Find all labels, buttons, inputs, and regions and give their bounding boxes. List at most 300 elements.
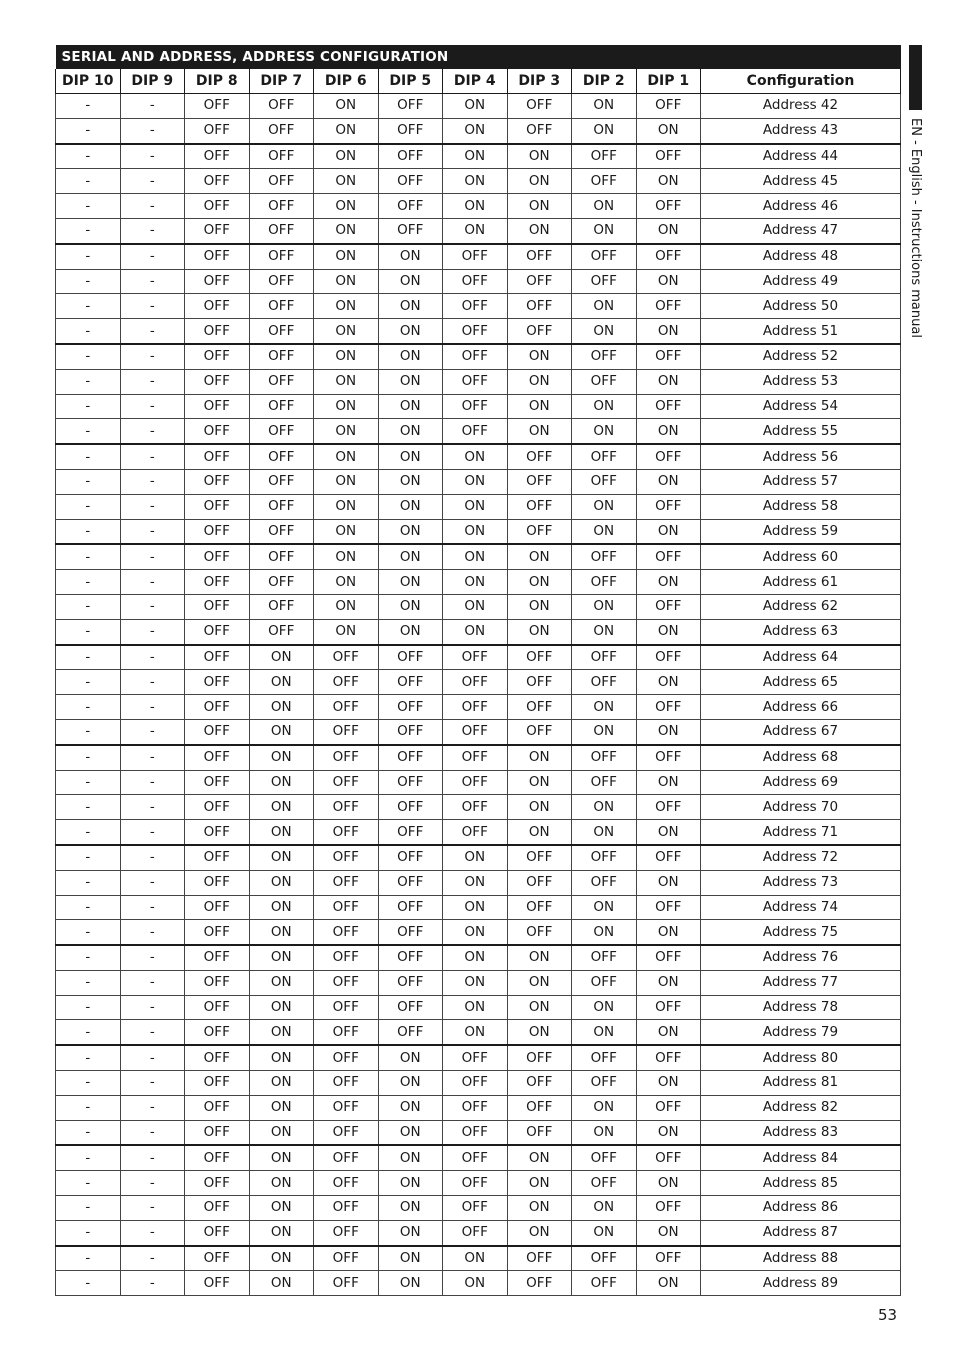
dip-cell: - [120, 745, 185, 770]
dip-cell: ON [249, 645, 314, 670]
config-cell: Address 57 [701, 469, 901, 494]
dip-cell: ON [507, 795, 572, 820]
table-row [56, 670, 901, 695]
dip-cell: OFF [314, 845, 379, 870]
dip-cell: - [56, 344, 121, 369]
dip-cell: OFF [378, 895, 443, 920]
dip-cell: ON [636, 218, 701, 243]
dip-cell: - [56, 1220, 121, 1245]
dip-cell: ON [507, 419, 572, 444]
dip-cell: ON [507, 594, 572, 619]
column-header: DIP 7 [249, 69, 314, 94]
dip-cell: ON [443, 970, 508, 995]
config-cell: Address 69 [701, 770, 901, 795]
dip-cell: ON [249, 845, 314, 870]
config-cell: Address 73 [701, 870, 901, 895]
dip-cell: OFF [378, 118, 443, 143]
dip-cell: OFF [507, 1071, 572, 1096]
dip-cell: ON [249, 1196, 314, 1221]
dip-cell: ON [636, 419, 701, 444]
dip-cell: OFF [443, 344, 508, 369]
dip-cell: OFF [185, 544, 250, 569]
dip-cell: ON [249, 795, 314, 820]
config-cell: Address 53 [701, 369, 901, 394]
config-cell: Address 44 [701, 144, 901, 169]
config-cell: Address 59 [701, 519, 901, 544]
config-cell: Address 61 [701, 570, 901, 595]
dip-cell: ON [378, 1271, 443, 1296]
dip-cell: OFF [249, 118, 314, 143]
dip-cell: ON [378, 519, 443, 544]
dip-cell: OFF [314, 1095, 379, 1120]
dip-cell: - [56, 1020, 121, 1045]
dip-cell: OFF [443, 369, 508, 394]
dip-cell: - [56, 194, 121, 219]
dip-cell: ON [314, 144, 379, 169]
dip-cell: ON [572, 795, 637, 820]
config-cell: Address 72 [701, 845, 901, 870]
config-cell: Address 77 [701, 970, 901, 995]
dip-cell: OFF [378, 845, 443, 870]
dip-cell: OFF [185, 369, 250, 394]
dip-cell: ON [507, 995, 572, 1020]
dip-cell: OFF [572, 344, 637, 369]
dip-cell: - [120, 369, 185, 394]
dip-cell: ON [572, 94, 637, 119]
dip-cell: - [120, 118, 185, 143]
dip-cell: - [120, 1196, 185, 1221]
dip-cell: OFF [378, 920, 443, 945]
dip-cell: ON [572, 1020, 637, 1045]
dip-cell: OFF [185, 645, 250, 670]
dip-cell: OFF [572, 970, 637, 995]
dip-cell: - [56, 845, 121, 870]
config-cell: Address 75 [701, 920, 901, 945]
dip-cell: ON [507, 344, 572, 369]
config-cell: Address 86 [701, 1196, 901, 1221]
dip-cell: ON [443, 1246, 508, 1271]
dip-cell: - [56, 269, 121, 294]
dip-cell: OFF [443, 419, 508, 444]
dip-cell: - [56, 920, 121, 945]
dip-cell: OFF [378, 719, 443, 744]
config-cell: Address 55 [701, 419, 901, 444]
dip-cell: - [56, 670, 121, 695]
dip-cell: OFF [443, 645, 508, 670]
dip-cell: OFF [185, 1145, 250, 1170]
dip-cell: OFF [249, 169, 314, 194]
dip-cell: ON [378, 319, 443, 344]
dip-cell: OFF [314, 945, 379, 970]
dip-cell: ON [378, 1120, 443, 1145]
dip-cell: OFF [443, 795, 508, 820]
dip-cell: ON [507, 745, 572, 770]
dip-cell: ON [443, 144, 508, 169]
dip-cell: OFF [378, 745, 443, 770]
dip-cell: ON [378, 1071, 443, 1096]
dip-cell: OFF [378, 670, 443, 695]
dip-cell: OFF [636, 745, 701, 770]
dip-cell: OFF [185, 870, 250, 895]
column-header: DIP 1 [636, 69, 701, 94]
dip-cell: - [120, 695, 185, 720]
dip-cell: OFF [185, 745, 250, 770]
dip-cell: OFF [314, 995, 379, 1020]
table-row [56, 169, 901, 194]
dip-cell: OFF [378, 194, 443, 219]
dip-cell: OFF [249, 94, 314, 119]
dip-cell: ON [378, 444, 443, 469]
dip-cell: - [120, 1246, 185, 1271]
dip-cell: ON [378, 570, 443, 595]
config-cell: Address 78 [701, 995, 901, 1020]
dip-cell: ON [249, 745, 314, 770]
dip-cell: OFF [185, 419, 250, 444]
dip-cell: OFF [185, 1220, 250, 1245]
dip-cell: OFF [185, 269, 250, 294]
dip-cell: OFF [185, 394, 250, 419]
dip-cell: - [120, 719, 185, 744]
dip-cell: OFF [572, 570, 637, 595]
dip-cell: OFF [185, 945, 250, 970]
dip-cell: ON [636, 970, 701, 995]
dip-cell: OFF [636, 1246, 701, 1271]
dip-cell: OFF [185, 519, 250, 544]
dip-cell: OFF [572, 670, 637, 695]
dip-cell: - [56, 419, 121, 444]
dip-cell: OFF [572, 469, 637, 494]
dip-cell: ON [378, 1171, 443, 1196]
dip-cell: ON [443, 845, 508, 870]
dip-cell: ON [314, 369, 379, 394]
dip-cell: ON [314, 419, 379, 444]
dip-cell: - [56, 218, 121, 243]
dip-cell: ON [636, 1071, 701, 1096]
dip-cell: OFF [314, 719, 379, 744]
dip-cell: OFF [378, 770, 443, 795]
dip-cell: - [56, 745, 121, 770]
dip-cell: ON [572, 218, 637, 243]
dip-cell: - [120, 945, 185, 970]
dip-cell: OFF [507, 294, 572, 319]
dip-cell: OFF [572, 870, 637, 895]
dip-cell: OFF [636, 945, 701, 970]
config-cell: Address 66 [701, 695, 901, 720]
dip-cell: ON [572, 1120, 637, 1145]
config-cell: Address 82 [701, 1095, 901, 1120]
dip-cell: OFF [314, 1120, 379, 1145]
dip-cell: OFF [507, 845, 572, 870]
dip-cell: ON [507, 394, 572, 419]
dip-cell: OFF [636, 444, 701, 469]
dip-cell: OFF [185, 1120, 250, 1145]
dip-cell: OFF [636, 94, 701, 119]
table-row [56, 1246, 901, 1271]
dip-cell: ON [572, 820, 637, 845]
dip-cell: OFF [185, 469, 250, 494]
dip-cell: OFF [185, 995, 250, 1020]
dip-cell: OFF [185, 594, 250, 619]
dip-cell: OFF [314, 820, 379, 845]
dip-cell: - [56, 469, 121, 494]
dip-cell: - [56, 1196, 121, 1221]
dip-cell: - [120, 519, 185, 544]
dip-cell: ON [378, 369, 443, 394]
dip-cell: - [120, 594, 185, 619]
table-row [56, 319, 901, 344]
dip-cell: ON [249, 719, 314, 744]
config-cell: Address 79 [701, 1020, 901, 1045]
dip-cell: ON [314, 594, 379, 619]
dip-cell: ON [249, 695, 314, 720]
dip-cell: OFF [249, 394, 314, 419]
dip-cell: - [56, 895, 121, 920]
dip-cell: - [56, 1120, 121, 1145]
dip-cell: OFF [636, 1196, 701, 1221]
dip-cell: OFF [572, 544, 637, 569]
config-cell: Address 70 [701, 795, 901, 820]
dip-cell: OFF [507, 920, 572, 945]
address-configuration-table-wrap [55, 45, 900, 1296]
dip-cell: ON [249, 1045, 314, 1070]
dip-cell: ON [314, 319, 379, 344]
dip-cell: ON [249, 1171, 314, 1196]
table-row [56, 870, 901, 895]
dip-cell: OFF [249, 419, 314, 444]
dip-cell: ON [507, 945, 572, 970]
dip-cell: OFF [636, 144, 701, 169]
dip-cell: - [56, 444, 121, 469]
dip-cell: ON [314, 294, 379, 319]
table-row [56, 194, 901, 219]
dip-cell: OFF [185, 570, 250, 595]
dip-cell: ON [378, 469, 443, 494]
table-row [56, 770, 901, 795]
config-cell: Address 88 [701, 1246, 901, 1271]
dip-cell: ON [378, 419, 443, 444]
dip-cell: - [120, 394, 185, 419]
dip-cell: OFF [572, 1246, 637, 1271]
dip-cell: OFF [314, 870, 379, 895]
dip-cell: OFF [636, 494, 701, 519]
dip-cell: ON [636, 719, 701, 744]
dip-cell: ON [314, 344, 379, 369]
dip-cell: ON [443, 1020, 508, 1045]
dip-cell: OFF [443, 394, 508, 419]
table-row [56, 444, 901, 469]
dip-cell: - [120, 1220, 185, 1245]
dip-cell: OFF [314, 970, 379, 995]
dip-cell: OFF [443, 1196, 508, 1221]
dip-cell: OFF [443, 244, 508, 269]
dip-cell: OFF [443, 319, 508, 344]
dip-cell: ON [378, 1196, 443, 1221]
dip-cell: OFF [572, 945, 637, 970]
dip-cell: ON [636, 770, 701, 795]
dip-cell: ON [443, 494, 508, 519]
dip-cell: - [120, 870, 185, 895]
dip-cell: OFF [249, 369, 314, 394]
dip-cell: OFF [507, 469, 572, 494]
dip-cell: - [120, 494, 185, 519]
config-cell: Address 50 [701, 294, 901, 319]
dip-cell: ON [249, 995, 314, 1020]
dip-cell: ON [572, 394, 637, 419]
dip-cell: OFF [378, 995, 443, 1020]
dip-cell: OFF [378, 169, 443, 194]
dip-cell: - [120, 1095, 185, 1120]
dip-cell: OFF [249, 594, 314, 619]
dip-cell: OFF [636, 1045, 701, 1070]
dip-cell: OFF [185, 1171, 250, 1196]
dip-cell: OFF [507, 118, 572, 143]
dip-cell: ON [507, 544, 572, 569]
dip-cell: - [56, 1171, 121, 1196]
dip-cell: - [120, 419, 185, 444]
dip-cell: ON [249, 970, 314, 995]
dip-cell: ON [572, 118, 637, 143]
dip-cell: OFF [249, 269, 314, 294]
dip-cell: OFF [185, 970, 250, 995]
dip-cell: ON [507, 1171, 572, 1196]
dip-cell: ON [572, 995, 637, 1020]
table-row [56, 645, 901, 670]
dip-cell: OFF [314, 1045, 379, 1070]
config-cell: Address 48 [701, 244, 901, 269]
dip-cell: OFF [185, 820, 250, 845]
dip-cell: OFF [572, 144, 637, 169]
dip-cell: - [120, 995, 185, 1020]
table-row [56, 519, 901, 544]
dip-cell: ON [636, 1220, 701, 1245]
dip-cell: OFF [507, 1120, 572, 1145]
dip-cell: OFF [185, 619, 250, 644]
config-cell: Address 49 [701, 269, 901, 294]
table-row [56, 945, 901, 970]
config-cell: Address 42 [701, 94, 901, 119]
table-row [56, 118, 901, 143]
dip-cell: OFF [443, 1171, 508, 1196]
table-row [56, 1196, 901, 1221]
dip-cell: ON [378, 294, 443, 319]
dip-cell: ON [572, 719, 637, 744]
dip-cell: OFF [249, 194, 314, 219]
table-body [56, 94, 901, 1296]
table-row [56, 1120, 901, 1145]
dip-cell: ON [314, 118, 379, 143]
dip-cell: OFF [636, 244, 701, 269]
dip-cell: - [120, 244, 185, 269]
dip-cell: OFF [507, 494, 572, 519]
dip-cell: - [120, 920, 185, 945]
dip-cell: ON [507, 619, 572, 644]
dip-cell: ON [507, 1220, 572, 1245]
dip-cell: ON [249, 1271, 314, 1296]
dip-cell: OFF [378, 820, 443, 845]
dip-cell: ON [249, 1020, 314, 1045]
dip-cell: OFF [314, 1220, 379, 1245]
dip-cell: OFF [378, 695, 443, 720]
dip-cell: ON [443, 118, 508, 143]
table-row [56, 970, 901, 995]
dip-cell: OFF [185, 670, 250, 695]
dip-cell: ON [443, 895, 508, 920]
dip-cell: OFF [249, 244, 314, 269]
table-row [56, 1145, 901, 1170]
dip-cell: - [56, 118, 121, 143]
dip-cell: OFF [249, 344, 314, 369]
dip-cell: ON [507, 169, 572, 194]
dip-cell: OFF [314, 695, 379, 720]
dip-cell: ON [443, 169, 508, 194]
dip-cell: OFF [443, 1120, 508, 1145]
dip-cell: ON [314, 244, 379, 269]
dip-cell: ON [636, 619, 701, 644]
dip-cell: ON [249, 670, 314, 695]
dip-cell: - [56, 319, 121, 344]
dip-cell: - [56, 169, 121, 194]
dip-cell: OFF [185, 94, 250, 119]
dip-cell: OFF [507, 444, 572, 469]
dip-cell: OFF [507, 695, 572, 720]
column-header: Configuration [701, 69, 901, 94]
dip-cell: OFF [185, 695, 250, 720]
dip-cell: ON [314, 469, 379, 494]
dip-cell: ON [443, 570, 508, 595]
dip-cell: ON [572, 619, 637, 644]
dip-cell: OFF [443, 719, 508, 744]
dip-cell: ON [636, 169, 701, 194]
dip-cell: - [56, 645, 121, 670]
table-row [56, 619, 901, 644]
column-header: DIP 9 [120, 69, 185, 94]
dip-cell: - [56, 1271, 121, 1296]
dip-cell: OFF [378, 94, 443, 119]
dip-cell: - [56, 394, 121, 419]
dip-cell: OFF [572, 1071, 637, 1096]
dip-cell: ON [378, 244, 443, 269]
table-row [56, 745, 901, 770]
dip-cell: OFF [572, 1045, 637, 1070]
dip-cell: - [120, 770, 185, 795]
dip-cell: ON [636, 269, 701, 294]
dip-cell: ON [636, 519, 701, 544]
dip-cell: OFF [572, 770, 637, 795]
dip-cell: ON [507, 1145, 572, 1170]
dip-cell: OFF [572, 1171, 637, 1196]
dip-cell: - [120, 218, 185, 243]
dip-cell: ON [572, 319, 637, 344]
dip-cell: ON [314, 570, 379, 595]
dip-cell: ON [636, 118, 701, 143]
dip-cell: ON [249, 1220, 314, 1245]
dip-cell: ON [443, 469, 508, 494]
dip-cell: ON [443, 444, 508, 469]
dip-cell: ON [507, 570, 572, 595]
dip-cell: OFF [185, 344, 250, 369]
dip-cell: OFF [507, 244, 572, 269]
dip-cell: ON [378, 1095, 443, 1120]
dip-cell: ON [443, 1271, 508, 1296]
dip-cell: - [56, 519, 121, 544]
dip-cell: ON [443, 995, 508, 1020]
table-row [56, 394, 901, 419]
dip-cell: - [120, 269, 185, 294]
dip-cell: - [120, 444, 185, 469]
table-row [56, 795, 901, 820]
dip-cell: ON [378, 494, 443, 519]
dip-cell: ON [443, 945, 508, 970]
